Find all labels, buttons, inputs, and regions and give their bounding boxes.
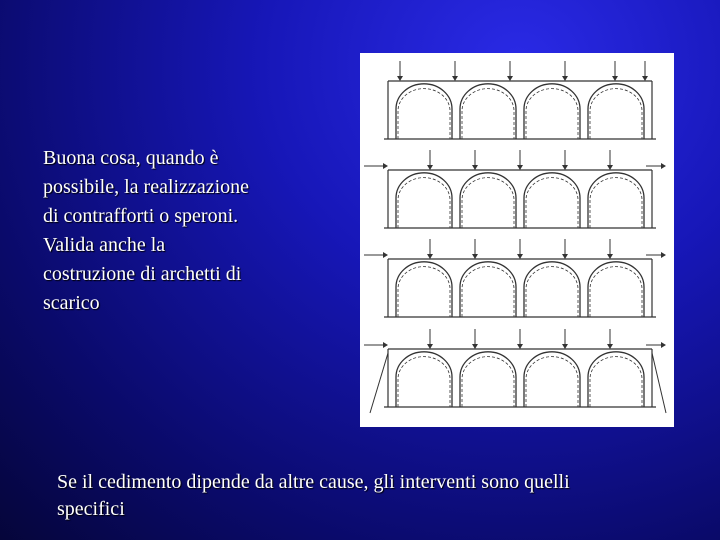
deformed-arch — [590, 178, 642, 228]
deformed-arch — [398, 178, 450, 228]
arch — [460, 84, 516, 139]
deformed-arch — [590, 89, 642, 139]
main-text-line: Valida anche la — [43, 234, 166, 256]
deformed-arch — [590, 357, 642, 407]
deformed-arch — [462, 89, 514, 139]
load-arrow-head — [427, 344, 433, 349]
load-arrow-head — [562, 344, 568, 349]
arch — [460, 262, 516, 317]
load-arrow-head — [517, 165, 523, 170]
thrust-arrow-head — [661, 163, 666, 169]
load-arrow-head — [562, 254, 568, 259]
deformed-arch — [398, 89, 450, 139]
load-arrow-head — [452, 76, 458, 81]
load-arrow-head — [427, 254, 433, 259]
arch — [588, 262, 644, 317]
arch — [524, 352, 580, 407]
main-text-line: possibile, la realizzazione — [43, 176, 250, 198]
right-buttress — [652, 353, 666, 413]
load-arrow-head — [612, 76, 618, 81]
load-arrow-head — [562, 165, 568, 170]
deformed-arch — [590, 267, 642, 317]
arch — [396, 84, 452, 139]
load-arrow-head — [607, 165, 613, 170]
arch — [588, 84, 644, 139]
main-text-line: costruzione di archetti di — [43, 263, 242, 285]
arch — [524, 84, 580, 139]
main-text-line: scarico — [43, 292, 100, 314]
arch — [396, 262, 452, 317]
load-arrow-head — [472, 254, 478, 259]
arch — [524, 262, 580, 317]
arcade-figure — [360, 53, 674, 427]
deformed-arch — [526, 267, 578, 317]
thrust-arrow-head — [661, 342, 666, 348]
arch — [524, 173, 580, 228]
deformed-arch — [398, 357, 450, 407]
deformed-arch — [526, 178, 578, 228]
arch — [588, 173, 644, 228]
left-buttress — [370, 353, 388, 413]
load-arrow-head — [507, 76, 513, 81]
load-arrow-head — [427, 165, 433, 170]
load-arrow-head — [517, 344, 523, 349]
arch — [460, 352, 516, 407]
load-arrow-head — [562, 76, 568, 81]
load-arrow-head — [397, 76, 403, 81]
main-text — [43, 144, 333, 318]
bottom-text-line: Se il cedimento dipende da altre cause, gli interventi sono quelli — [57, 471, 570, 493]
deformed-arch — [462, 357, 514, 407]
arch — [460, 173, 516, 228]
arcade-settlement-diagram-icon — [360, 53, 674, 427]
bottom-text-line: specifici — [57, 498, 125, 520]
thrust-arrow-head — [661, 252, 666, 258]
deformed-arch — [462, 267, 514, 317]
deformed-arch — [398, 267, 450, 317]
load-arrow-head — [607, 254, 613, 259]
main-text-line: Buona cosa, quando è — [43, 147, 219, 169]
load-arrow-head — [607, 344, 613, 349]
deformed-arch — [526, 89, 578, 139]
deformed-arch — [462, 178, 514, 228]
load-arrow-head — [517, 254, 523, 259]
thrust-arrow-head — [383, 252, 388, 258]
load-arrow-head — [472, 165, 478, 170]
thrust-arrow-head — [383, 342, 388, 348]
load-arrow-head — [642, 76, 648, 81]
thrust-arrow-head — [383, 163, 388, 169]
main-text-line: di contrafforti o speroni. — [43, 205, 239, 227]
arch — [588, 352, 644, 407]
load-arrow-head — [472, 344, 478, 349]
arch — [396, 173, 452, 228]
bottom-text — [57, 469, 697, 523]
arch — [396, 352, 452, 407]
deformed-arch — [526, 357, 578, 407]
